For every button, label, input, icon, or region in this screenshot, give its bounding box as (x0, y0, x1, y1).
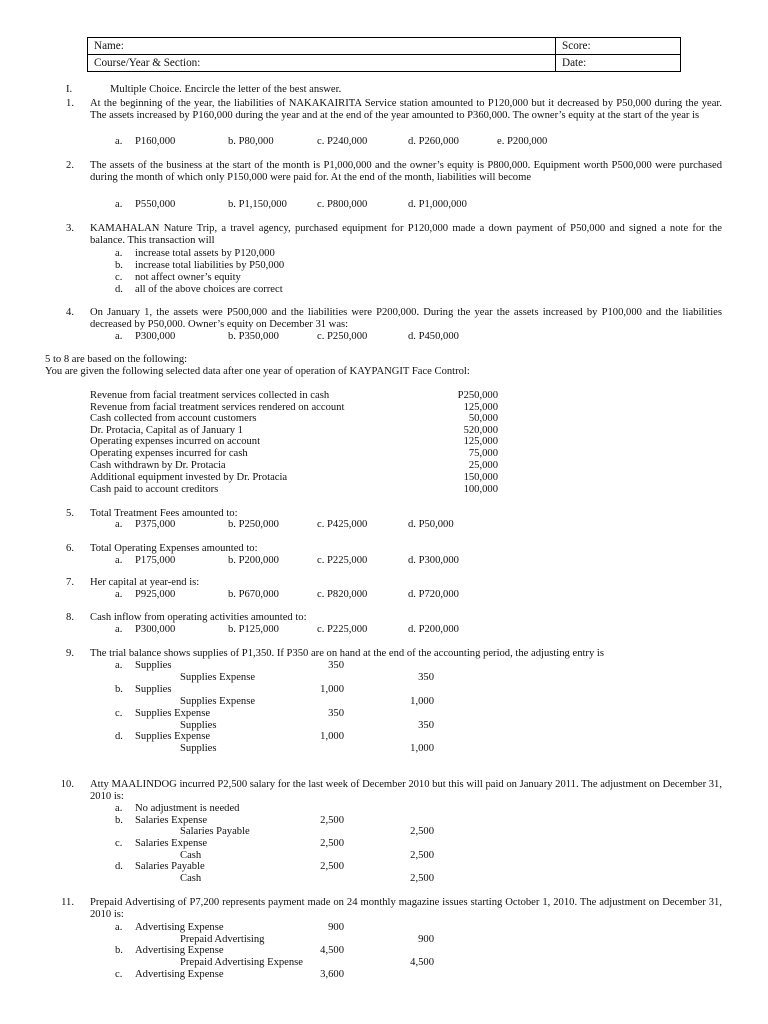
entry-text: No adjustment is needed (135, 803, 240, 814)
score-label: Score: (562, 40, 591, 52)
entry-debit-amount: 1,000 (320, 684, 344, 695)
entry-credit-account: Supplies (180, 720, 217, 731)
entry-debit-amount: 2,500 (320, 861, 344, 872)
entry-credit-account: Supplies (180, 743, 217, 754)
entry-letter[interactable]: a. (115, 803, 123, 814)
choice-option[interactable]: b. P200,000 (228, 555, 279, 566)
option-text[interactable]: increase total liabilities by P50,000 (135, 260, 285, 271)
choice-option[interactable]: P925,000 (135, 589, 176, 600)
choice-option[interactable]: b. P350,000 (228, 331, 279, 342)
data-amount: 50,000 (468, 413, 498, 424)
entry-credit-account: Prepaid Advertising Expense (180, 957, 303, 968)
part-numeral: I. (66, 84, 73, 95)
question-number: 4. (66, 307, 74, 318)
data-amount: 100,000 (463, 484, 498, 495)
entry-credit-amount: 2,500 (410, 826, 434, 837)
entry-credit-amount: 350 (418, 720, 434, 731)
option-text[interactable]: increase total assets by P120,000 (135, 248, 275, 259)
entry-credit-amount: 2,500 (410, 850, 434, 861)
entry-letter[interactable]: a. (115, 922, 123, 933)
question-text: On January 1, the assets were P500,000 and the liabilities were P200,000. During the year the assets increased by P100,000 and the liabilities decreased by P50,000. Owner’s equity on December 31 was: (90, 307, 722, 330)
choice-option[interactable]: c. P240,000 (317, 136, 368, 147)
data-label: Cash paid to account creditors (90, 484, 219, 495)
question-text: Cash inflow from operating activities amounted to: (90, 612, 307, 623)
question-number: 8. (66, 612, 74, 623)
entry-debit-amount: 900 (328, 922, 344, 933)
question-number: 10. (60, 779, 74, 790)
choice-letter[interactable]: a. (115, 555, 123, 566)
data-label: Cash withdrawn by Dr. Protacia (90, 460, 226, 471)
choice-option[interactable]: d. P200,000 (408, 624, 459, 635)
entry-debit-amount: 2,500 (320, 815, 344, 826)
choice-option[interactable]: P175,000 (135, 555, 176, 566)
choice-option[interactable]: d. P50,000 (408, 519, 454, 530)
question-number: 1. (66, 98, 74, 109)
data-amount: 75,000 (468, 448, 498, 459)
choice-option[interactable]: c. P225,000 (317, 555, 368, 566)
choice-letter[interactable]: a. (115, 519, 123, 530)
choice-option[interactable]: c. P425,000 (317, 519, 368, 530)
name-label: Name: (94, 40, 124, 52)
entry-debit-amount: 350 (328, 660, 344, 671)
choice-letter[interactable]: a. (115, 589, 123, 600)
entry-debit-account: Supplies (135, 684, 172, 695)
choice-letter[interactable]: a. (115, 136, 123, 147)
data-amount: 150,000 (463, 472, 498, 483)
option-letter[interactable]: d. (115, 284, 123, 295)
choice-option[interactable]: d. P1,000,000 (408, 199, 467, 210)
entry-debit-account: Salaries Expense (135, 815, 208, 826)
entry-letter[interactable]: b. (115, 684, 123, 695)
question-number: 6. (66, 543, 74, 554)
entry-debit-account: Salaries Payable (135, 861, 205, 872)
data-amount: 125,000 (463, 436, 498, 447)
course-label: Course/Year & Section: (94, 57, 201, 69)
entry-letter[interactable]: c. (115, 969, 123, 980)
choice-option[interactable]: b. P1,150,000 (228, 199, 287, 210)
entry-letter[interactable]: c. (115, 838, 123, 849)
data-label: Revenue from facial treatment services collected in cash (90, 390, 330, 401)
option-text[interactable]: not affect owner’s equity (135, 272, 241, 283)
choice-letter[interactable]: a. (115, 199, 123, 210)
entry-credit-account: Prepaid Advertising (180, 934, 265, 945)
entry-debit-account: Supplies Expense (135, 731, 211, 742)
choice-option[interactable]: c. P225,000 (317, 624, 368, 635)
data-amount: 125,000 (463, 402, 498, 413)
question-number: 2. (66, 160, 74, 171)
question-text: Prepaid Advertising of P7,200 represents payment made on 24 monthly magazine issues starting October 1, 2010. The adjustment on December 31, 2010 is: (90, 897, 722, 920)
question-text: Total Operating Expenses amounted to: (90, 543, 258, 554)
score-field[interactable] (556, 38, 681, 55)
entry-credit-account: Supplies Expense (180, 672, 256, 683)
entry-debit-amount: 3,600 (320, 969, 344, 980)
entry-credit-amount: 4,500 (410, 957, 434, 968)
entry-letter[interactable]: a. (115, 660, 123, 671)
data-label: Operating expenses incurred for cash (90, 448, 248, 459)
data-label: Cash collected from account customers (90, 413, 257, 424)
choice-option[interactable]: d. P260,000 (408, 136, 459, 147)
entry-credit-amount: 350 (418, 672, 434, 683)
date-field[interactable] (556, 55, 681, 72)
choice-option[interactable]: e. P200,000 (497, 136, 548, 147)
entry-credit-account: Supplies Expense (180, 696, 256, 707)
choice-option[interactable]: b. P250,000 (228, 519, 279, 530)
choice-option[interactable]: c. P800,000 (317, 199, 368, 210)
data-label: Operating expenses incurred on account (90, 436, 261, 447)
option-letter[interactable]: c. (115, 272, 123, 283)
entry-credit-amount: 1,000 (410, 696, 434, 707)
entry-credit-account: Cash (180, 873, 202, 884)
choice-letter[interactable]: a. (115, 331, 123, 342)
student-info-table (87, 37, 681, 72)
choice-option[interactable]: d. P720,000 (408, 589, 459, 600)
entry-letter[interactable]: b. (115, 815, 123, 826)
entry-credit-amount: 2,500 (410, 873, 434, 884)
question-number: 9. (66, 648, 74, 659)
entry-debit-amount: 350 (328, 708, 344, 719)
option-text[interactable]: all of the above choices are correct (135, 284, 283, 295)
choice-option[interactable]: d. P300,000 (408, 555, 459, 566)
choice-option[interactable]: b. P125,000 (228, 624, 279, 635)
entry-debit-account: Advertising Expense (135, 969, 224, 980)
choice-option[interactable]: d. P450,000 (408, 331, 459, 342)
entry-debit-amount: 1,000 (320, 731, 344, 742)
data-amount: P250,000 (457, 390, 498, 401)
choice-option[interactable]: c. P820,000 (317, 589, 368, 600)
choice-option[interactable]: b. P80,000 (228, 136, 274, 147)
entry-credit-account: Cash (180, 850, 202, 861)
entry-letter[interactable]: b. (115, 945, 123, 956)
entry-debit-account: Supplies Expense (135, 708, 211, 719)
date-label: Date: (562, 57, 587, 69)
entry-debit-account: Salaries Expense (135, 838, 208, 849)
choice-option[interactable]: P550,000 (135, 199, 176, 210)
question-number: 5. (66, 508, 74, 519)
entry-credit-account: Salaries Payable (180, 826, 250, 837)
question-text: KAMAHALAN Nature Trip, a travel agency, purchased equipment for P120,000 made a down payment of P50,000 and signed a note for the balance. This transaction will (90, 223, 722, 246)
data-label: Dr. Protacia, Capital as of January 1 (90, 425, 243, 436)
choice-option[interactable]: P300,000 (135, 624, 176, 635)
question-text: At the beginning of the year, the liabilities of NAKAKAIRITA Service station amounted to P120,000 but it decreased by P50,000 during the year. The assets increased by P160,000 during the year and at the end of the year amounted to P360,000. The owner’s equity at the start of the year is (90, 98, 722, 121)
question-number: 3. (66, 223, 74, 234)
entry-debit-amount: 4,500 (320, 945, 344, 956)
data-intro-line: 5 to 8 are based on the following: (45, 354, 188, 365)
name-field[interactable] (88, 38, 556, 55)
choice-option[interactable]: P300,000 (135, 331, 176, 342)
data-label: Additional equipment invested by Dr. Protacia (90, 472, 288, 483)
entry-letter[interactable]: d. (115, 861, 123, 872)
entry-debit-account: Advertising Expense (135, 945, 224, 956)
question-text: The trial balance shows supplies of P1,350. If P350 are on hand at the end of the accounting period, the adjusting entry is (90, 648, 604, 659)
choice-option[interactable]: b. P670,000 (228, 589, 279, 600)
entry-credit-amount: 1,000 (410, 743, 434, 754)
data-amount: 25,000 (468, 460, 498, 471)
data-intro-line: You are given the following selected data after one year of operation of KAYPANGIT Face Control: (45, 366, 470, 377)
part-instructions: Multiple Choice. Encircle the letter of the best answer. (110, 84, 342, 95)
entry-debit-account: Advertising Expense (135, 922, 224, 933)
choice-letter[interactable]: a. (115, 624, 123, 635)
question-text: Her capital at year-end is: (90, 577, 200, 588)
entry-letter[interactable]: d. (115, 731, 123, 742)
question-text: Atty MAALINDOG incurred P2,500 salary for the last week of December 2010 but this will paid on January 2011. The adjustment on December 31, 2010 is: (90, 779, 722, 802)
question-number: 11. (61, 897, 74, 908)
data-label: Revenue from facial treatment services rendered on account (90, 402, 345, 413)
option-letter[interactable]: a. (115, 248, 123, 259)
question-text: Total Treatment Fees amounted to: (90, 508, 238, 519)
course-field[interactable] (88, 55, 556, 72)
question-number: 7. (66, 577, 74, 588)
choice-option[interactable]: P160,000 (135, 136, 176, 147)
entry-debit-account: Supplies (135, 660, 172, 671)
entry-letter[interactable]: c. (115, 708, 123, 719)
entry-debit-amount: 2,500 (320, 838, 344, 849)
option-letter[interactable]: b. (115, 260, 123, 271)
question-text: The assets of the business at the start of the month is P1,000,000 and the owner’s equity is P800,000. Equipment worth P500,000 were purchased during the month of which only P150,000 were paid for. At the end of the month, liabilities will become (90, 160, 722, 183)
entry-credit-amount: 900 (418, 934, 434, 945)
choice-option[interactable]: c. P250,000 (317, 331, 368, 342)
choice-option[interactable]: P375,000 (135, 519, 176, 530)
data-amount: 520,000 (463, 425, 498, 436)
